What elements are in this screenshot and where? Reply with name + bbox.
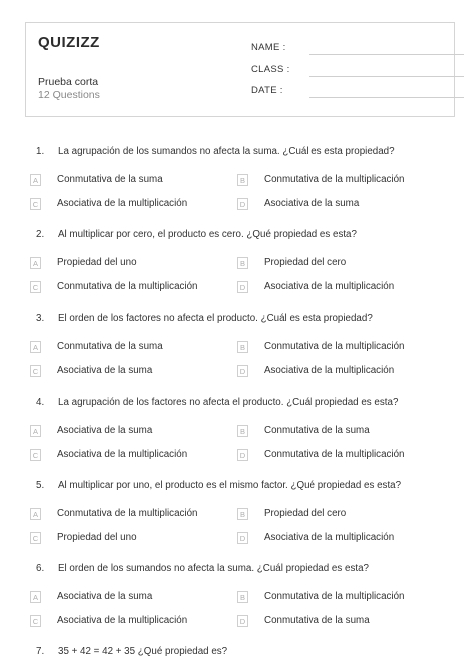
option-text: Conmutativa de la multiplicación	[57, 508, 198, 519]
option-text: Asociativa de la suma	[57, 365, 153, 376]
option-letter-box[interactable]: B	[237, 591, 248, 603]
option-letter-box[interactable]: B	[237, 425, 248, 437]
option-text: Propiedad del cero	[264, 257, 347, 268]
option-letter-box[interactable]: B	[237, 257, 248, 269]
class-line[interactable]	[309, 76, 464, 77]
option-text: Asociativa de la suma	[264, 198, 360, 209]
option-letter-box[interactable]: B	[237, 341, 248, 353]
option-letter-box[interactable]: D	[237, 449, 248, 461]
option-text: Conmutativa de la multiplicación	[264, 341, 405, 352]
option-letter-box[interactable]: A	[30, 508, 41, 520]
option-text: Asociativa de la multiplicación	[264, 365, 395, 376]
date-line[interactable]	[309, 97, 464, 98]
option-letter-box[interactable]: A	[30, 257, 41, 269]
question-text: La agrupación de los sumandos no afecta la suma. ¿Cuál es esta propiedad?	[58, 146, 395, 157]
option-letter-box[interactable]: C	[30, 365, 41, 377]
option-letter-box[interactable]: B	[237, 508, 248, 520]
question-text: 35 + 42 = 42 + 35 ¿Qué propiedad es?	[58, 646, 228, 657]
worksheet-header	[25, 22, 455, 117]
question-text: El orden de los factores no afecta el producto. ¿Cuál es esta propiedad?	[58, 313, 373, 324]
question-text: Al multiplicar por cero, el producto es cero. ¿Qué propiedad es esta?	[58, 229, 357, 240]
option-text: Asociativa de la multiplicación	[57, 198, 188, 209]
option-text: Asociativa de la multiplicación	[264, 281, 395, 292]
option-letter-box[interactable]: C	[30, 198, 41, 210]
name-line[interactable]	[309, 54, 464, 55]
option-text: Asociativa de la multiplicación	[57, 449, 188, 460]
option-letter-box[interactable]: D	[237, 198, 248, 210]
option-text: Conmutativa de la suma	[57, 174, 163, 185]
option-letter-box[interactable]: C	[30, 449, 41, 461]
option-text: Conmutativa de la multiplicación	[57, 281, 198, 292]
option-letter-box[interactable]: B	[237, 174, 248, 186]
option-text: Asociativa de la multiplicación	[264, 532, 395, 543]
option-text: Propiedad del uno	[57, 257, 137, 268]
question-number: 6.	[36, 563, 45, 574]
question-text: Al multiplicar por uno, el producto es el mismo factor. ¿Qué propiedad es esta?	[58, 480, 402, 491]
option-letter-box[interactable]: A	[30, 174, 41, 186]
question-number: 7.	[36, 646, 45, 657]
option-text: Asociativa de la suma	[57, 425, 153, 436]
question-text: La agrupación de los factores no afecta el producto. ¿Cuál propiedad es esta?	[58, 397, 399, 408]
question-number: 2.	[36, 229, 45, 240]
question-number: 1.	[36, 146, 45, 157]
name-label: NAME :	[251, 42, 286, 53]
question-number: 4.	[36, 397, 45, 408]
option-text: Conmutativa de la suma	[264, 425, 370, 436]
quiz-title: Prueba corta	[38, 76, 99, 88]
option-letter-box[interactable]: A	[30, 341, 41, 353]
option-letter-box[interactable]: D	[237, 615, 248, 627]
question-count: 12 Questions	[38, 89, 100, 101]
question-number: 3.	[36, 313, 45, 324]
option-letter-box[interactable]: D	[237, 532, 248, 544]
class-label: CLASS :	[251, 64, 290, 75]
option-text: Asociativa de la suma	[57, 591, 153, 602]
quizizz-logo: QUIZIZZ	[38, 34, 100, 51]
option-letter-box[interactable]: D	[237, 365, 248, 377]
option-text: Conmutativa de la suma	[57, 341, 163, 352]
question-text: El orden de los sumandos no afecta la suma. ¿Cuál propiedad es esta?	[58, 563, 369, 574]
option-text: Conmutativa de la multiplicación	[264, 591, 405, 602]
option-letter-box[interactable]: A	[30, 425, 41, 437]
option-text: Conmutativa de la multiplicación	[264, 449, 405, 460]
option-letter-box[interactable]: C	[30, 281, 41, 293]
option-letter-box[interactable]: C	[30, 615, 41, 627]
date-label: DATE :	[251, 85, 283, 96]
option-letter-box[interactable]: C	[30, 532, 41, 544]
option-text: Propiedad del uno	[57, 532, 137, 543]
option-text: Propiedad del cero	[264, 508, 347, 519]
option-text: Asociativa de la multiplicación	[57, 615, 188, 626]
option-letter-box[interactable]: A	[30, 591, 41, 603]
option-text: Conmutativa de la suma	[264, 615, 370, 626]
option-text: Conmutativa de la multiplicación	[264, 174, 405, 185]
question-number: 5.	[36, 480, 45, 491]
option-letter-box[interactable]: D	[237, 281, 248, 293]
